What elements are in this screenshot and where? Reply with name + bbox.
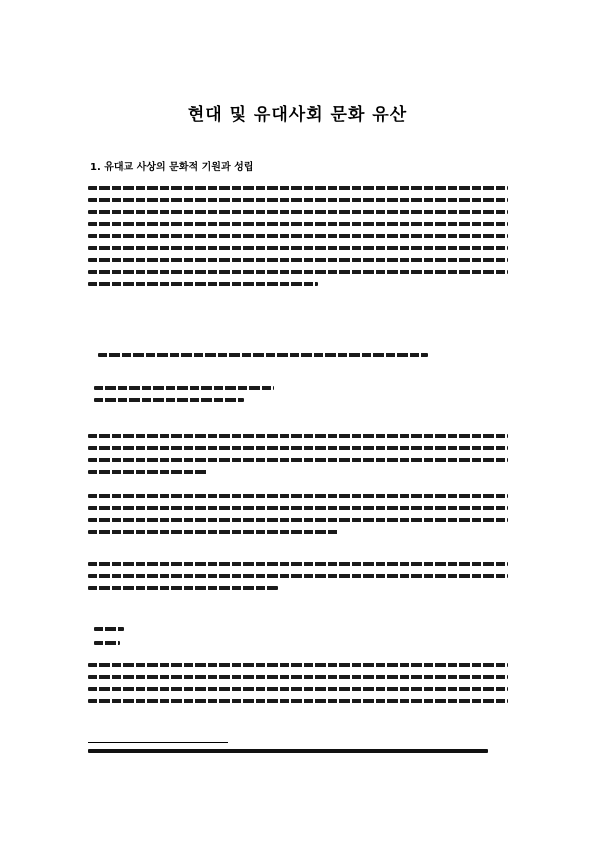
subsection-labels xyxy=(94,627,194,653)
text-line xyxy=(88,574,508,578)
paragraph-4 xyxy=(88,562,508,598)
text-line xyxy=(88,434,508,438)
text-line xyxy=(88,586,278,590)
text-line xyxy=(88,198,508,202)
text-line xyxy=(88,234,508,238)
text-line xyxy=(88,562,508,566)
text-line xyxy=(88,446,508,450)
text-line xyxy=(88,282,318,286)
text-line xyxy=(88,530,338,534)
text-line xyxy=(88,270,508,274)
paragraph-5 xyxy=(88,663,508,711)
text-line xyxy=(88,675,508,679)
text-line xyxy=(88,699,508,703)
paragraph-3 xyxy=(88,494,508,542)
text-line xyxy=(88,749,488,753)
text-line xyxy=(88,687,508,691)
text-line xyxy=(94,398,244,402)
text-line xyxy=(94,627,124,631)
text-line xyxy=(88,222,508,226)
text-line xyxy=(88,494,508,498)
document-title: 현대 및 유대사회 문화 유산 xyxy=(187,105,408,125)
footnote xyxy=(88,749,508,761)
list-block xyxy=(94,386,394,410)
footnote-divider xyxy=(88,742,228,743)
text-line xyxy=(88,210,508,214)
text-line xyxy=(88,663,508,667)
section-heading: 1. 유대교 사상의 문화적 기원과 성립 xyxy=(90,162,254,173)
paragraph-1 xyxy=(88,186,508,294)
text-line xyxy=(88,470,208,474)
text-line xyxy=(88,518,508,522)
quote-line xyxy=(98,353,498,365)
text-line xyxy=(88,246,508,250)
text-line xyxy=(94,641,120,645)
text-line xyxy=(88,506,508,510)
text-line xyxy=(98,353,428,357)
text-line xyxy=(88,258,508,262)
text-line xyxy=(94,386,274,390)
text-line xyxy=(88,186,508,190)
paragraph-2 xyxy=(88,434,508,482)
text-line xyxy=(88,458,508,462)
